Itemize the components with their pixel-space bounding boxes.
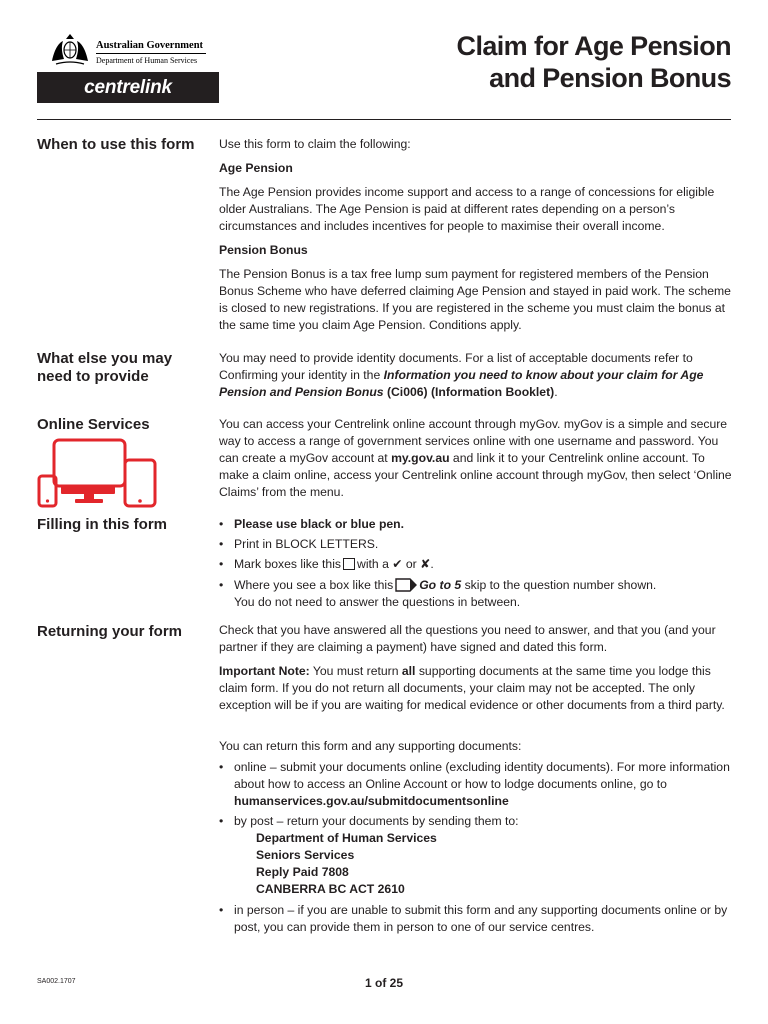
online-text-b: and link it to your Centrelink online account. To make a claim online, access your Centrelink online account through myGov, then select ‘Online Claims’ from the menu. (219, 451, 732, 499)
return-post-bullet: • by post – return your documents by sending them to: Department of Human Services Seniors Services Reply Paid 7808 CANBERRA BC ACT 2610 (219, 813, 735, 898)
return-post-text: by post – return your documents by sending them to: (234, 814, 519, 828)
return-online-text: online – submit your documents online (excluding identity documents). For more information about how to access an Online Account or how to lodge documents online, go to (234, 760, 730, 791)
important-note-text-a: You must return (309, 664, 402, 678)
when-intro: Use this form to claim the following: (219, 137, 411, 151)
cross-icon: ✘ (420, 557, 431, 571)
goto-arrow-icon (395, 578, 417, 592)
centrelink-logo (37, 72, 219, 103)
mygov-link[interactable]: my.gov.au (391, 451, 450, 465)
booklet-code: (Ci006) (Information Booklet) (383, 385, 555, 399)
mark-boxes-text-a: Mark boxes like this (234, 557, 342, 571)
example-checkbox-icon (343, 558, 355, 570)
form-title (457, 30, 731, 94)
important-note (219, 663, 735, 714)
what-else-heading: What else you may need to provide (37, 350, 173, 385)
form-code: SA002.1707 (37, 978, 76, 985)
title-line-1: Claim for Age Pension (456, 31, 731, 61)
brand-text: centrelink (84, 77, 172, 98)
important-note-text-b: supporting documents at the same time you lodge this claim form. If you do not return all documents, your claim may not be accepted. The only exception will be if you are waiting for medical evidence or other documents from a third party. (219, 664, 725, 712)
what-else-text (219, 350, 735, 401)
block-letters-instruction: Print in BLOCK LETTERS. (234, 537, 379, 551)
submit-documents-link[interactable]: humanservices.gov.au/submitdocumentsonline (234, 794, 509, 808)
mark-boxes-text-b: with a (357, 557, 389, 571)
postal-address-line-4: CANBERRA BC ACT 2610 (256, 882, 405, 896)
title-line-2: and Pension Bonus (489, 63, 731, 93)
postal-address-line-3: Reply Paid 7808 (256, 865, 349, 879)
postal-address-line-2: Seniors Services (256, 848, 355, 862)
filling-bullet-3: • Mark boxes like this with a ✔ or ✘. (219, 557, 434, 571)
booklet-title: Information you need to know about your claim for Age Pension and Pension Bonus (219, 368, 704, 399)
return-online-bullet: • online – submit your documents online (excluding identity documents). For more information about how to access an Online Account or how to lodge documents online, go to humanservices.gov.au/submitdocumentsonline (219, 760, 730, 808)
title-rule (37, 119, 731, 120)
important-note-label: Important Note: (219, 664, 310, 678)
return-in-person-bullet: • in person – if you are unable to submit this form and any supporting documents online or by post, you can provide them in person to one of our service centres. (219, 903, 728, 934)
important-note-all: all (401, 664, 416, 678)
what-else-text-b: . (554, 385, 558, 399)
goto-text-a: Where you see a box like this (234, 578, 394, 592)
filling-heading: Filling in this form (37, 516, 167, 533)
filling-bullet-4: • Where you see a box like this Go to 5 skip to the question number shown. You do not need to answer the questions in between. (219, 578, 657, 609)
filling-bullet-2: • Print in BLOCK LETTERS. (219, 537, 379, 551)
age-pension-subheading: Age Pension (219, 161, 293, 175)
pension-bonus-text: The Pension Bonus is a tax free lump sum payment for registered members of the Pension Bonus Scheme who have deferred claiming Age Pension and stayed in paid work. The scheme is closed to new registrations. If you are registered in the scheme you must claim the bonus at the same time you claim Age Pension. Conditions apply. (219, 267, 731, 332)
online-text (219, 416, 735, 501)
tick-icon: ✔ (392, 557, 403, 571)
coat-of-arms-icon (48, 33, 92, 67)
age-pension-text: The Age Pension provides income support and access to a range of concessions for eligible older Australians. The Age Pension is paid at different rates depending on a person’s circumstances and includes incentives for people to maximise their overall income. (219, 185, 715, 233)
goto-label: Go to 5 (419, 578, 462, 592)
pension-bonus-subheading: Pension Bonus (219, 243, 308, 257)
online-text-a: You can access your Centrelink online account through myGov. myGov is a simple and secure way to access a range of government services online with one username and password. You can create a myGov account at (219, 417, 728, 465)
online-heading: Online Services (37, 416, 150, 433)
header-divider (96, 53, 206, 54)
returning-heading: Returning your form (37, 623, 182, 640)
returning-para-1: Check that you have answered all the questions you need to answer, and that you (and your partner if they are claiming a payment) have signed and dated this form. (219, 623, 716, 654)
return-in-person-text: in person – if you are unable to submit this form and any supporting documents online or by post, you can provide them in person to one of our service centres. (234, 903, 728, 934)
department-name: Department of Human Services (96, 56, 198, 65)
page-number: 1 of 25 (364, 976, 403, 990)
government-name: Australian Government (96, 40, 204, 51)
goto-text-b: skip to the question number shown. (461, 578, 657, 592)
when-heading: When to use this form (37, 136, 195, 153)
returning-para-3: You can return this form and any supporting documents: (219, 739, 522, 753)
pen-instruction: Please use black or blue pen. (234, 517, 405, 531)
postal-address-line-1: Department of Human Services (256, 831, 437, 845)
filling-bullet-1: • Please use black or blue pen. (219, 517, 405, 531)
devices-icon (37, 437, 159, 509)
what-else-text-a: You may need to provide identity documents. For a list of acceptable documents refer to Confirming your identity in the (219, 351, 693, 382)
mark-boxes-text-c: or (405, 557, 417, 571)
goto-text-line2: You do not need to answer the questions in between. (234, 595, 521, 609)
